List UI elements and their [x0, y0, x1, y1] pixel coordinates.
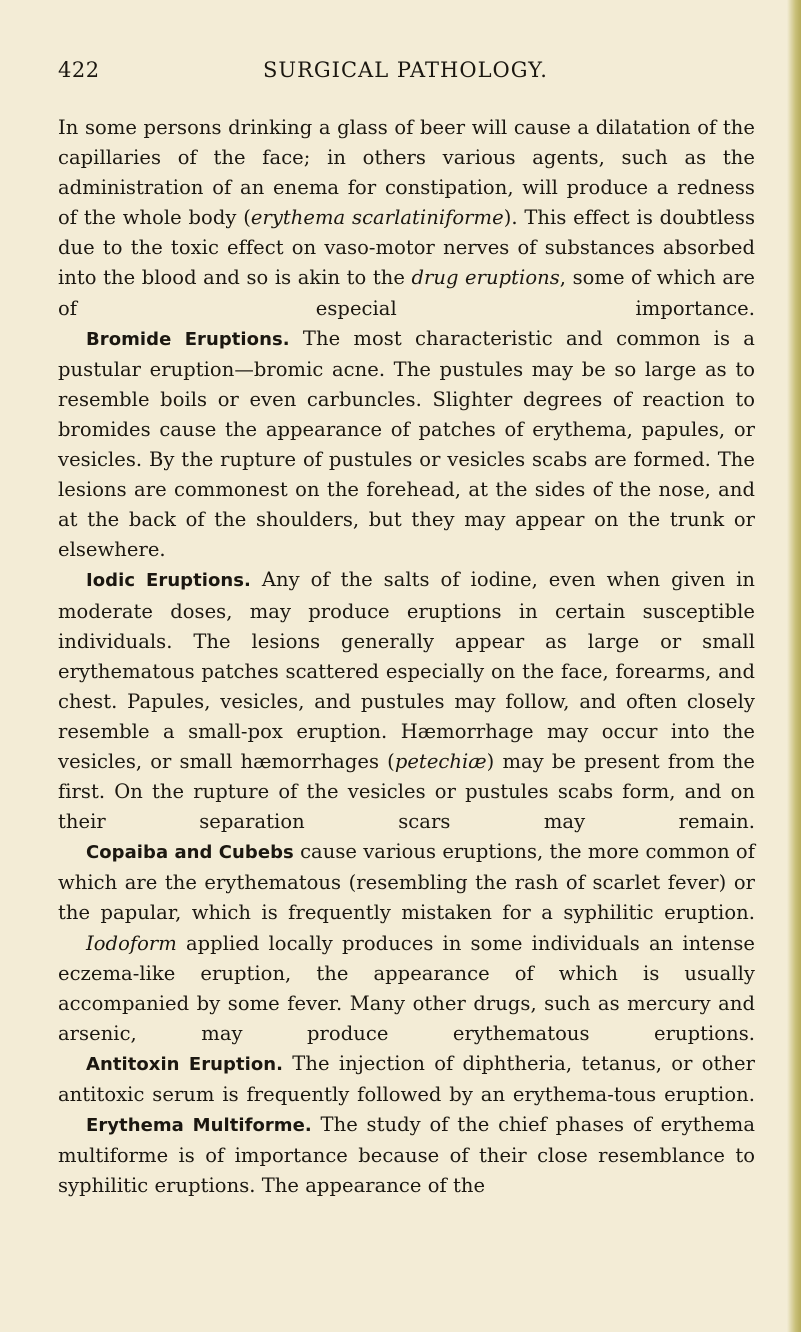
- text-run: Any of the salts of iodine, even when given in moderate doses, may produce eruptions in certain susceptible individuals. The lesions generally appear as large or small erythematous patches scattered especially on the face, forearms, and chest. Papules, vesicles, and pustules may follow, and often closely resemble a small-pox eruption. Hæmorrhage may occur into the vesicles, or small hæmorrhages (: [58, 568, 756, 773]
- paragraph-iodoform: [58, 929, 755, 1049]
- body-text: [58, 113, 755, 1201]
- text-run: applied locally produces in some individuals an intense eczema-like eruption, the appearance of which is usually accompanied by some fever. Many other drugs, such as mercury and arsenic, may produce erythematous eruptions.: [58, 931, 755, 1045]
- section-heading: Erythema Multiforme.: [86, 1115, 312, 1137]
- section-heading: Copaiba and Cubebs: [86, 842, 294, 864]
- paragraph-bromide-eruptions: [58, 324, 755, 566]
- text-run: ). This effect is doubtless due to the toxic effect on vaso-motor nerves of substances absorbed into the blood and so is akin to the: [58, 206, 756, 290]
- text-run: In some persons drinking a glass of beer will cause a dilatation of the capillaries of the face; in others various agents, such as the administration of an enema for constipation, will produce a redness of the whole body (: [58, 116, 755, 230]
- section-heading: Antitoxin Eruption.: [86, 1053, 283, 1075]
- text-run: The injection of diphtheria, tetanus, or other antitoxic serum is frequently followed by an erythema-tous eruption.: [58, 1051, 755, 1106]
- text-run: The study of the chief phases of erythema multiforme is of importance because of their close resemblance to syphilitic eruptions. The appearance of the: [58, 1113, 756, 1198]
- text-run: cause various eruptions, the more common of which are the erythematous (resembling the rash of scarlet fever) or the papular, which is frequently mistaken for a syphilitic eruption.: [58, 840, 755, 925]
- paragraph-copaiba-cubebs: [58, 837, 755, 928]
- running-head: SURGICAL PATHOLOGY.: [263, 58, 548, 82]
- paragraph-antitoxin-eruption: [58, 1049, 755, 1110]
- text-run: ) may be present from the first. On the rupture of the vesicles or pustules scabs form, and on their separation scars may remain.: [58, 749, 755, 834]
- text-run: , some of which are of especial importance.: [58, 266, 756, 320]
- italic-term: petechiæ: [394, 749, 487, 773]
- paragraph-intro: [58, 113, 755, 324]
- italic-term: Iodoform: [86, 931, 177, 955]
- italic-term: erythema scarlatiniforme: [250, 206, 504, 230]
- page-number: 422: [58, 58, 100, 82]
- section-heading: Iodic Eruptions.: [86, 570, 251, 592]
- italic-term: drug eruptions: [411, 266, 560, 290]
- section-heading: Bromide Eruptions.: [86, 328, 290, 350]
- page-header: [58, 58, 758, 88]
- page-edge-shadow: [787, 0, 801, 1332]
- paragraph-iodic-eruptions: [58, 565, 755, 837]
- paragraph-erythema-multiforme: [58, 1110, 755, 1201]
- text-run: The most characteristic and common is a pustular eruption—bromic acne. The pustules may be so large as to resemble boils or even carbuncles. Slighter degrees of reaction to bromides cause the appearance of patches of erythema, papules, or vesicles. By the rupture of pustules or vesicles scabs are formed. The lesions are commonest on the forehead, at the sides of the nose, and at the back of the shoulders, but they may appear on the trunk or elsewhere.: [58, 326, 755, 562]
